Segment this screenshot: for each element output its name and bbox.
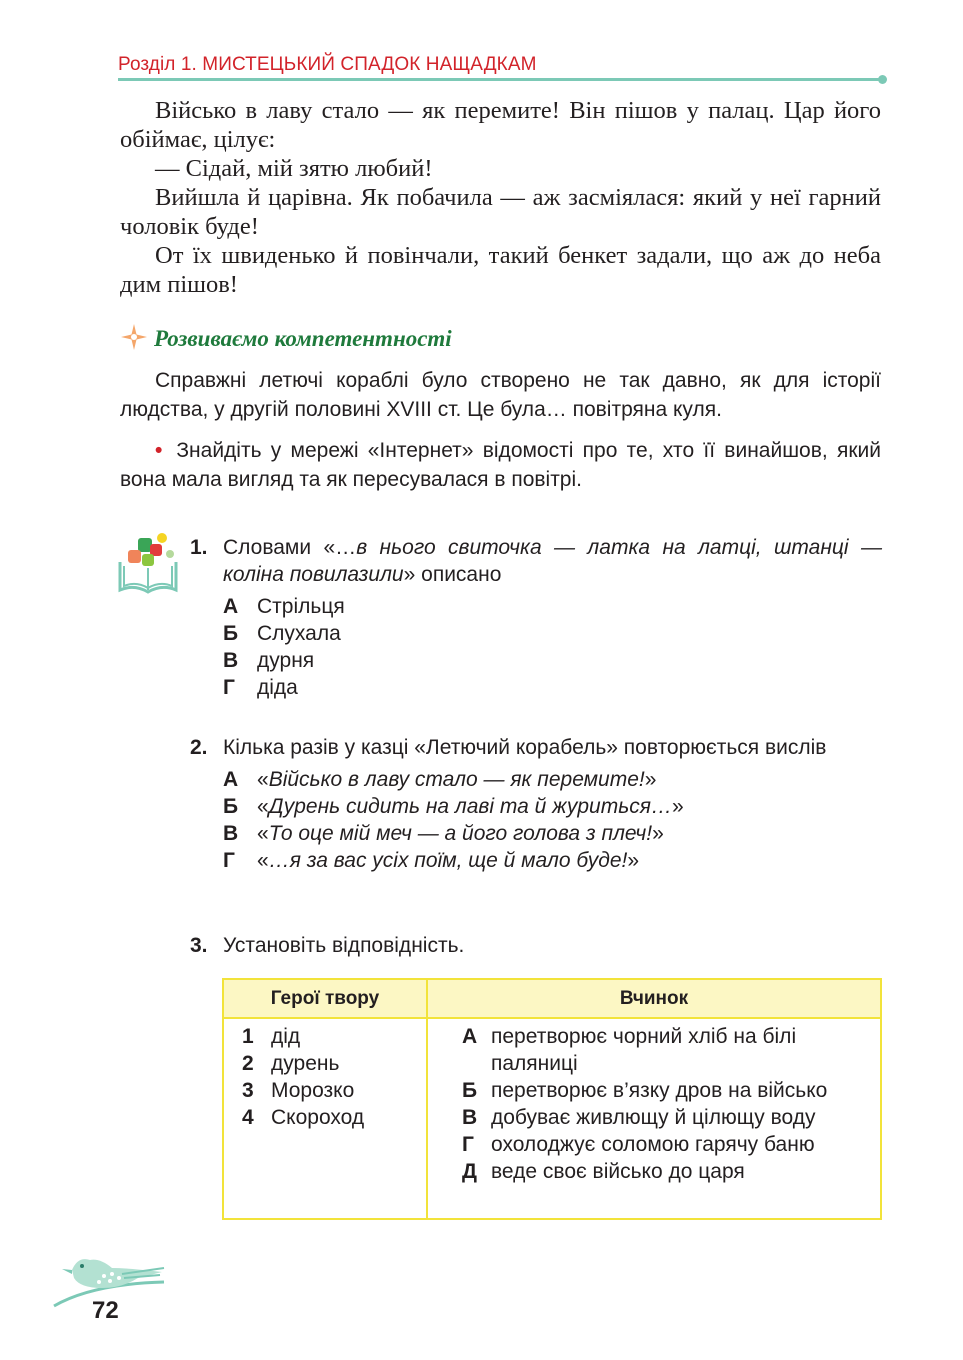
competence-block [120, 366, 881, 494]
competence-intro: Справжні летючі кораблі було створено не так давно, як для історії людства, у другій половині XVIII ст. Це була… повітряна куля. [120, 369, 881, 421]
hero-name: Скороход [271, 1106, 365, 1129]
hero-item [242, 1104, 426, 1131]
option-text: дурня [257, 649, 315, 672]
quote-open: « [257, 822, 269, 845]
answer-option [223, 593, 882, 620]
heroes-list [224, 1023, 426, 1131]
option-text: Слухала [257, 622, 341, 645]
answer-option [223, 647, 882, 674]
story-paragraph: Військо в лаву стало — як перемите! Він пішов у палац. Цар його обіймає, цілує: [120, 97, 881, 153]
action-text: перетворює в’язку дров на військо [491, 1079, 828, 1102]
action-item [462, 1104, 880, 1131]
hero-item [242, 1023, 426, 1050]
option-letter: В [223, 649, 239, 672]
header-rule [118, 78, 882, 81]
sparkle-icon [120, 323, 148, 356]
option-letter: Б [223, 622, 239, 645]
option-text [257, 820, 664, 847]
quote-close: » [652, 822, 664, 845]
question-3 [190, 932, 882, 959]
table-header-heroes: Герої твору [223, 979, 427, 1018]
story-paragraph: Вийшла й царівна. Як побачила — аж засміялася: який у неї гарний чоловік буде! [120, 184, 881, 240]
action-item [462, 1023, 880, 1077]
option-letter: Б [223, 795, 239, 818]
competence-task-text: Знайдіть у мережі «Інтернет» відомості про те, хто її винайшов, який вона мала вигляд та як пересувалася в повітрі. [120, 439, 881, 491]
answer-option [223, 847, 882, 874]
question-quote: в нього свиточка — латка на латці, штанці — коліна повилазили [223, 536, 882, 586]
story-paragraph: — Сідай, мій зятю любий! [155, 155, 433, 182]
option-letter: В [223, 822, 239, 845]
option-letter: Г [223, 676, 235, 699]
question-tail: » описано [403, 563, 502, 586]
answer-options [223, 593, 882, 701]
option-text [257, 766, 656, 793]
table-header-actions: Вчинок [427, 979, 881, 1018]
story-text [120, 96, 881, 299]
answer-option [223, 674, 882, 701]
question-number: 3. [190, 934, 208, 957]
question-lead: Словами «… [223, 536, 357, 559]
option-letter: А [223, 595, 239, 618]
quote-open: « [257, 849, 269, 872]
option-quote: Дурень сидить на лаві та й журиться… [268, 795, 672, 818]
option-text [257, 793, 684, 820]
hero-name: дурень [271, 1052, 340, 1075]
hero-number: 3 [242, 1079, 254, 1102]
heroes-cell [223, 1018, 427, 1219]
section-header: Розділ 1. МИСТЕЦЬКИЙ СПАДОК НАЩАДКАМ [118, 54, 537, 75]
action-item [462, 1158, 880, 1185]
question-2 [190, 734, 882, 874]
action-letter: Г [462, 1133, 474, 1156]
matching-table [222, 978, 882, 1220]
actions-list [428, 1023, 880, 1185]
competence-task [120, 436, 881, 494]
question-text: Установіть відповідність. [223, 934, 465, 957]
action-text: добуває живлющу й цілющу воду [491, 1106, 816, 1129]
quote-open: « [257, 795, 269, 818]
question-text [223, 534, 882, 588]
action-item [462, 1077, 880, 1104]
action-letter: В [462, 1106, 478, 1129]
competence-title: Розвиваємо компетентності [154, 326, 452, 351]
action-letter: А [462, 1025, 478, 1048]
hero-number: 2 [242, 1052, 254, 1075]
option-letter: А [223, 768, 239, 791]
action-text: веде своє військо до царя [491, 1160, 745, 1183]
quote-close: » [627, 849, 640, 872]
action-letter: Б [462, 1079, 478, 1102]
hero-name: Морозко [271, 1079, 355, 1102]
action-text: охолоджує соломою гарячу баню [491, 1133, 815, 1156]
answer-option [223, 820, 882, 847]
open-book-icon [116, 532, 180, 601]
story-paragraph: От їх швиденько й повінчали, такий бенкет задали, що аж до неба дим пішов! [120, 242, 881, 298]
page-number: 72 [92, 1297, 119, 1324]
hero-item [242, 1077, 426, 1104]
quote-close: » [644, 768, 657, 791]
option-letter: Г [223, 849, 235, 872]
option-quote: Військо в лаву стало — як перемите! [268, 768, 645, 791]
hero-number: 1 [242, 1025, 254, 1048]
action-item [462, 1131, 880, 1158]
bullet-mark: • [155, 439, 163, 462]
quote-open: « [257, 768, 269, 791]
option-quote: То оце мій меч — а його голова з плеч! [268, 822, 653, 845]
answer-option [223, 766, 882, 793]
header-rule-dot [878, 75, 887, 84]
question-number: 2. [190, 736, 208, 759]
hero-name: дід [271, 1025, 301, 1048]
quote-close: » [671, 795, 684, 818]
answer-option [223, 793, 882, 820]
answer-options [223, 766, 882, 874]
question-text: Кілька разів у казці «Летючий корабель» повторюється вислів [223, 736, 827, 759]
option-text [257, 847, 639, 874]
option-text: Стрільця [257, 595, 345, 618]
answer-option [223, 620, 882, 647]
competence-heading [120, 324, 452, 354]
question-number: 1. [190, 536, 208, 559]
actions-cell [427, 1018, 881, 1219]
hero-number: 4 [242, 1106, 254, 1129]
option-text: діда [257, 676, 298, 699]
action-text: перетворює чорний хліб на білі паляниці [491, 1025, 797, 1075]
action-letter: Д [462, 1160, 477, 1183]
hero-item [242, 1050, 426, 1077]
question-1 [190, 534, 882, 701]
option-quote: …я за вас усіх поїм, ще й мало буде! [268, 849, 628, 872]
